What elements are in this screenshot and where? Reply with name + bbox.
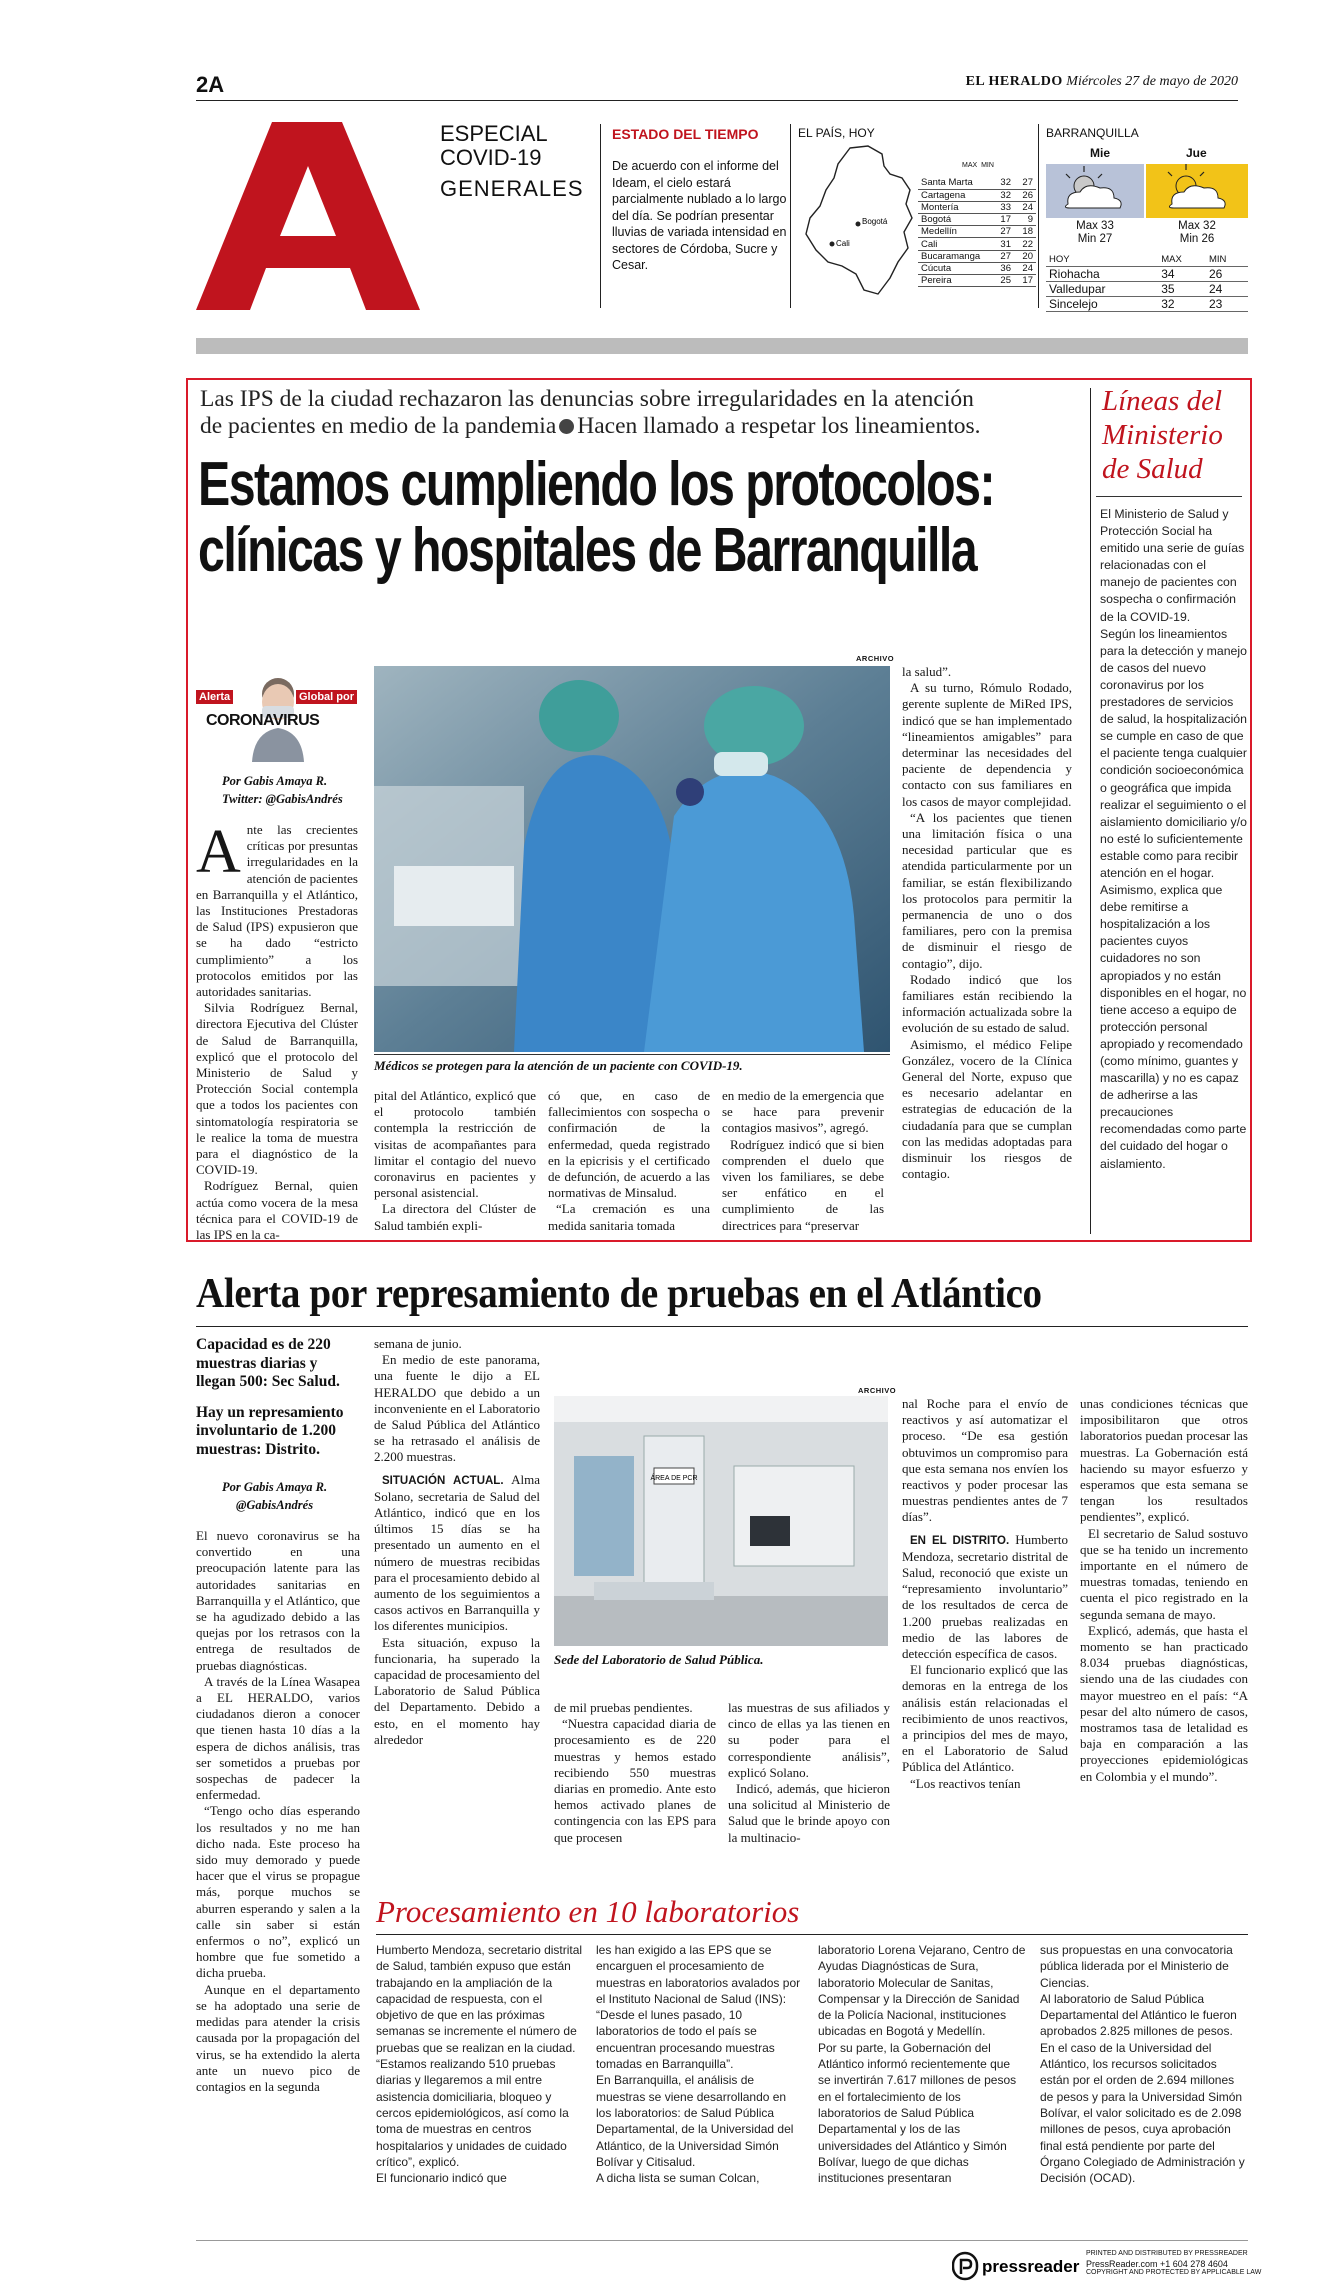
- story2-col4: las muestras de sus afiliados y cinco de ellas ya las tienen en su poder para el correspondiente análisis”, explicó Solano. Indicó, además, que hicieron una solicitud al Ministerio de Salud que le brinde apoyo con la multinacio-: [728, 1700, 890, 1845]
- weather-title: ESTADO DEL TIEMPO: [612, 126, 759, 142]
- story2-byline: Por Gabis Amaya R. @GabisAndrés: [222, 1480, 328, 1512]
- map-label-bogota: Bogotá: [862, 217, 888, 226]
- sun-cloud-icon: [1146, 164, 1248, 218]
- partly-cloudy-icon: [1046, 164, 1144, 218]
- wed-temps: Max 33 Min 27: [1076, 220, 1114, 245]
- city-weather-table: [918, 177, 1036, 287]
- photo-medical-staff: [374, 666, 890, 1052]
- photo-laboratory: [554, 1396, 888, 1646]
- city-weather-row: Cúcuta 36 24: [918, 262, 1036, 274]
- section-letter-logo: [196, 122, 420, 310]
- city-weather-row: Montería 33 24: [918, 201, 1036, 213]
- sidebar-rule: [1096, 496, 1242, 497]
- map-label-cali: Cali: [836, 239, 850, 248]
- caption-rule: [374, 1054, 890, 1055]
- section-separator-bar: [196, 338, 1248, 354]
- city-weather-row: Bogotá 17 9: [918, 214, 1036, 226]
- photo1-caption: Médicos se protegen para la atención de un paciente con COVID-19.: [374, 1058, 743, 1073]
- colombia-map: [798, 144, 918, 300]
- story2-col5: nal Roche para el envío de reactivos y así automatizar el proceso. “De esa gestión obtuvimos un compromiso para que esta semana nos envíen los reactivos y poder procesar las muestras pendientes antes de 7 días”. EN EL DISTRITO. Humberto Mendoza, secretario distrital de Salud, reconoció que existe un “represamiento involuntario” de los resultados de cerca de 1.200 pruebas realizadas en medio de las labores de detección específica de casos. El funcionario explicó que las demoras en la entrega de los análisis están relacionadas el recibimiento de unos reactivos, a principios del mes de mayo, en el Laboratorio de Salud Pública del Atlántico. “Los reactivos tenían: [902, 1396, 1068, 1791]
- box-title: Procesamiento en 10 laboratorios: [376, 1894, 800, 1929]
- story2-rule: [196, 1326, 1248, 1327]
- story2-col2: semana de junio. En medio de este panorama, una fuente le dijo a EL HERALDO que debido a un inconveniente en el Laboratorio de Salud Pública del Atlántico se ha retrasado el análisis de 2.200 muestras. SITUACIÓN ACTUAL. Alma Solano, secretaria de Salud del Atlántico, indicó que en los últimos 15 días se ha presentado un aumento en el número de muestras recibidas para el procesamiento debido al aumento de los seguimientos a casos activos en Barranquilla y los diferentes municipios. Esta situación, expuso la funcionaria, ha superado la capacidad de procesamiento del Laboratorio de Salud Pública del Departamento. Debido a esto, en el momento hay alrededor: [374, 1336, 540, 1747]
- city-weather-row: Cali 31 22: [918, 238, 1036, 250]
- photo2-caption: Sede del Laboratorio de Salud Pública.: [554, 1652, 764, 1667]
- photo1-credit: ARCHIVO: [856, 654, 895, 663]
- regional-weather-table: HOY MAX MIN Riohacha 34 26 Valledupar 35 24 Sincelejo 32 23: [1046, 254, 1248, 312]
- box-rule: [376, 1934, 1248, 1935]
- country-weather-title: EL PAÍS, HOY: [798, 126, 875, 140]
- coronavirus-alert-logo: Alerta Global por CORONAVIRUS: [196, 672, 358, 762]
- story2-headline: Alerta por represamiento de pruebas en el Atlántico: [196, 1271, 1042, 1317]
- header-divider: [600, 124, 601, 308]
- bullet-icon: [559, 419, 574, 434]
- story1-col1: A nte las crecientes críticas por presuntas irregularidades en la atención de pacientes en Barranquilla y el Atlántico, las Instituciones Prestadoras de Salud (IPS) expusieron que se ha dado “estricto cumplimiento” a los protocolos emitidos por las autoridades sanitarias. Silvia Rodríguez Bernal, directora Ejecutiva del Clúster de Salud de Barranquilla, explicó que el protocolo del Ministerio de Salud y Protección Social contempla que a todos los pacientes con sintomatología respiratoria se le realice la toma de muestra para el diagnóstico de la COVID-19. Rodríguez Bernal, quien actúa como vocera de la mesa técnica para el COVID-19 de las IPS en la ca-: [196, 818, 358, 1243]
- thu-temps: Max 32 Min 26: [1178, 220, 1216, 245]
- top-rule: [196, 100, 1238, 101]
- story1-col2: pital del Atlántico, explicó que el protocolo también contempla la restricción de visitas de acompañantes para limitar el contagio del nuevo coronavirus en pacientes y personal asistencial. La directora del Clúster de Salud también expli-: [374, 1088, 536, 1233]
- footer-rule: [196, 2240, 1248, 2241]
- masthead: [966, 74, 1238, 90]
- sidebar-body: El Ministerio de Salud y Protección Social ha emitido una serie de guías relacionadas con el manejo de pacientes con sospecha o confirmación de la COVID-19. Según los lineamientos para la detección y manejo de casos del nuevo coronavirus por los prestadores de servicios de salud, la hospitalización se cumple en caso de que el paciente tenga cualquier condición socioeconómica o geográfica que impida realizar el seguimiento o el aislamiento domiciliario y/o no esté lo suficientemente estable como para recibir atención en el hogar. Asimismo, explica que debe remitirse a hospitalización a los pacientes cuyos cuidadores no son apropiados y no están disponibles en el hogar, no tiene acceso a equipo de protección personal apropiado y recomendado (como mínimo, guantes y mascarilla) y no es capaz de adherirse a las precauciones recomendadas como parte del cuidado del hogar o aislamiento.: [1100, 507, 1247, 1171]
- main-headline: Estamos cumpliendo los protocolos: clínicas y hospitales de Barranquilla: [198, 450, 995, 585]
- page-number: 2A: [196, 72, 225, 97]
- sidebar-title: Líneas del Ministerio de Salud: [1102, 385, 1223, 485]
- pressreader-icon: [952, 2250, 1080, 2282]
- header-divider: [790, 124, 791, 308]
- weather-text: De acuerdo con el informe del Ideam, el cielo estará parcialmente nublado a lo largo del día. Se podrían presentar lluvias de variada intensidad en sectores de Córdoba, Sucre y Cesar.: [612, 159, 787, 272]
- city-weather-row: Pereira 25 17: [918, 275, 1036, 287]
- story2-col1: El nuevo coronavirus se ha convertido en una preocupación latente para las autoridades sanitarias en Barranquilla y el Atlántico, que se ha agudizado debido a las quejas por los retrasos con la entrega de resultados de pruebas diagnósticas. A través de la Línea Wasapea a EL HERALDO, varios ciudadanos dieron a conocer que tienen hasta 10 días a la espera de dichos análisis, tras ser sometidos a pruebas por sospechas de padecer la enfermedad. “Tengo ocho días esperando los resultados y no me han dicho nada. Este proceso ha sido muy demorado y puede hacer que el virus se propague más, porque muchos se aburren esperando y salen a la calle sin saber si están enfermos o no”, explicó un hombre que fue sometido a dicha prueba. Aunque en el departamento se ha adoptado una serie de medidas para atender la crisis causada por la propagación del virus, se ha extendido la alerta ante un nuevo pico de contagios en la segunda: [196, 1528, 360, 2094]
- regional-weather-row: Riohacha 34 26: [1046, 266, 1248, 281]
- paper-name: EL HERALDO: [965, 74, 1063, 89]
- dropcap: A: [196, 818, 241, 886]
- story1-col4: en medio de la emergencia que se hace para prevenir contagios masivos”, agregó. Rodríguez indicó que si bien comprenden el duelo que viven los familiares, se debe ser enfático en el cumplimiento de las directrices para “preservar: [722, 1088, 884, 1233]
- story2-col6: unas condiciones técnicas que imposibilitaron que otros laboratorios puedan procesar las muestras. La Gobernación está haciendo su mayor esfuerzo y esperamos que esta semana se tengan los resultados pendientes”, explicó. El secretario de Salud sostuvo que se ha tenido un incremento importante en el número de muestras tomadas, teniendo en cuenta el pico registrado en la segunda semana de mayo. Explicó, además, que hasta el momento se han practicado 8.034 pruebas diagnósticas, siendo una de las ciudades con mayor muestreo en el país: “A pesar del alto número de casos, mostramos tasa de letalidad es baja en comparación a las proyecciones epidemiológicas en Colombia y el mundo”.: [1080, 1396, 1248, 1784]
- story2-summary: Capacidad es de 220 muestras diarias y llegan 500: Sec Salud. Hay un represamiento involuntario de 1.200 muestras: Distrito.: [196, 1336, 344, 1458]
- city-weather-row: Bucaramanga 27 20: [918, 250, 1036, 262]
- regional-weather-row: Valledupar 35 24: [1046, 281, 1248, 296]
- header-divider: [1038, 124, 1039, 308]
- box-col2: les han exigido a las EPS que se encarguen el procesamiento de muestras en laboratorios avalados por el Instituto Nacional de Salud (INS): “Desde el lunes pasado, 10 laboratorios de todo el país se encuentran procesando muestras tomadas en Barranquilla”. En Barranquilla, el análisis de muestras se viene desarrollando en los laboratorios: de Salud Pública Departamental, de la Universidad del Atlántico, de la Universidad Simón Bolívar y Citisalud. A dicha lista se suman Colcan,: [596, 1943, 801, 2186]
- sidebar-divider: [1090, 388, 1091, 1234]
- section-subtitle: GENERALES: [440, 176, 584, 201]
- section-title: ESPECIAL COVID-19: [440, 121, 548, 170]
- city-table-head: MAX MIN: [962, 162, 994, 169]
- story1-col5: la salud”. A su turno, Rómulo Rodado, gerente suplente de MiRed IPS, indicó que se han implementado “lineamientos amigables” para determinar las necesidades del paciente de dependencia y contacto con sus familiares en los casos de mayor complejidad. “A los pacientes que tienen una limitación física o una necesidad particular que es atendida particularmente por un familiar, se están flexibilizando los protocolos para permitir la permanencia de uno o dos familiares, pero con la premisa de disminuir el riesgo de contagio”, dijo. Rodado indicó que los familiares están recibiendo la información actualizada sobre la evolución de su estado de salud. Asimismo, el médico Felipe González, vocero de la Clínica General del Norte, expuso que es necesario adelantar en estrategias de educación de la ciudadanía para que se cumplan con las medidas adoptadas para disminuir los riesgos de contagio.: [902, 664, 1072, 1182]
- story1-col3: có que, en caso de fallecimientos con sospecha o confirmación de la enfermedad, queda registrado en la epicrisis y el certificado de defunción, de acuerdo a las normativas de Minsalud. “La cremación es una medida sanitaria tomada: [548, 1088, 710, 1233]
- day-wed: Mie: [1090, 146, 1111, 160]
- story2-col3: de mil pruebas pendientes. “Nuestra capacidad diaria de procesamiento es de 220 muestras y hemos estado recibiendo 550 muestras diarias en promedio. Ante esto hemos activado planes de contingencia con las EPS para que procesen: [554, 1700, 716, 1845]
- city-weather-row: Medellín 27 18: [918, 226, 1036, 238]
- box-col4: sus propuestas en una convocatoria pública liderada por el Ministerio de Ciencias. Al laboratorio de Salud Pública Departamental del Atlántico le fueron aprobados 2.825 millones de pesos. En el caso de la Universidad del Atlántico, los recursos solicitados están por el orden de 2.694 millones de pesos y para la Universidad Simón Bolívar, el valor solicitado es de 2.098 millones de pesos, cuya aprobación final está pendiente por parte del Órgano Colegiado de Administración y Decisión (OCAD).: [1040, 1943, 1245, 2186]
- box-col1: Humberto Mendoza, secretario distrital de Salud, también expuso que están trabajando en la ampliación de la capacidad de respuesta, con el objetivo de que en las próximas semanas se incremente el número de pruebas que se realizan en la ciudad. “Estamos realizando 510 pruebas diarias y llegaremos a mil entre asistencia domiciliaria, bloqueo y cercos epidemiológicos, así como la toma de muestras en centros hospitalarios y unidades de cuidado crítico”, explicó. El funcionario indicó que: [376, 1943, 583, 2186]
- photo2-credit: ARCHIVO: [858, 1386, 897, 1395]
- story-deck: Las IPS de la ciudad rechazaron las denuncias sobre irregularidades en la atención de pacientes en medio de la pandemia Hacen llamado a respetar los lineamientos.: [200, 386, 981, 439]
- pressreader-logo[interactable]: [952, 2250, 1080, 2282]
- barranquilla-title: BARRANQUILLA: [1046, 126, 1139, 140]
- city-weather-row: Santa Marta 32 27: [918, 177, 1036, 189]
- story1-byline: Por Gabis Amaya R. Twitter: @GabisAndrés: [222, 774, 343, 806]
- pressreader-wordmark: pressreader: [982, 2257, 1080, 2276]
- pressreader-notice: PRINTED AND DISTRIBUTED BY PRESSREADER PressReader.com +1 604 278 4604 COPYRIGHT AND PROTECTED BY APPLICABLE LAW: [1086, 2250, 1262, 2276]
- box-col3: laboratorio Lorena Vejarano, Centro de Ayudas Diagnósticas de Sura, laboratorio Molecular de Sanitas, Compensar y la Dirección de Sanidad de la Policía Nacional, instituciones ubicadas en Bogotá y Medellín. Por su parte, la Gobernación del Atlántico informó recientemente que se invertirán 7.617 millones de pesos en el fortalecimiento de los laboratorios de Salud Pública Departamental y los de las universidades del Atlántico y Simón Bolívar, luego de que dichas instituciones presentaran: [818, 1943, 1026, 2186]
- edition-date: Miércoles 27 de mayo de 2020: [1066, 74, 1238, 89]
- city-weather-row: Cartagena 32 26: [918, 189, 1036, 201]
- photo-sign-text: ÁREA DE PCR: [650, 1475, 698, 1482]
- day-thu: Jue: [1186, 146, 1207, 160]
- regional-weather-row: Sincelejo 32 23: [1046, 296, 1248, 311]
